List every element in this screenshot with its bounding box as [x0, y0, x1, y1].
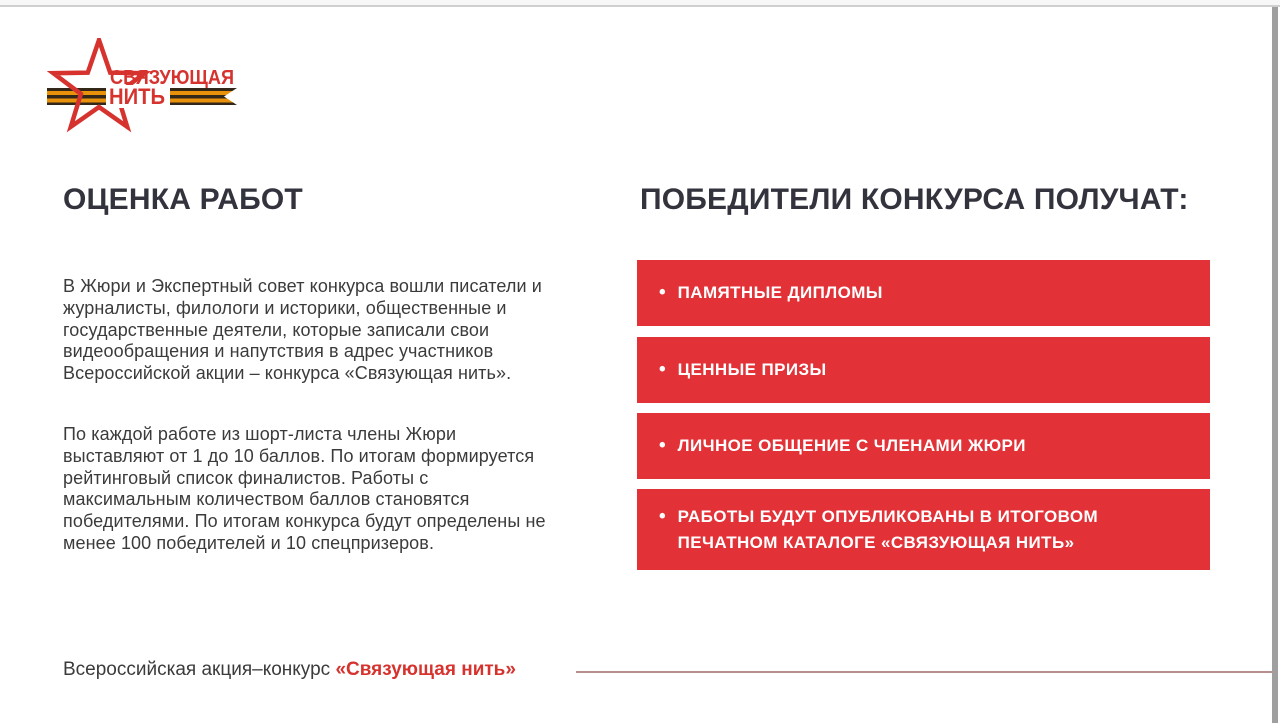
- footer-divider-line: [576, 671, 1272, 673]
- footer-caption: [63, 659, 516, 681]
- logo: [47, 38, 237, 143]
- prize-banner-label: ЛИЧНОЕ ОБЩЕНИЕ С ЧЛЕНАМИ ЖЮРИ: [677, 436, 1026, 455]
- scrollbar[interactable]: [1272, 7, 1278, 723]
- prize-banner-jury-communication: [637, 413, 1210, 479]
- left-heading: ОЦЕНКА РАБОТ: [63, 183, 303, 216]
- logo-graphic: [47, 38, 237, 143]
- logo-title-line1: СВЯЗУЮЩАЯ: [110, 67, 234, 89]
- right-heading: ПОБЕДИТЕЛИ КОНКУРСА ПОЛУЧАТ:: [640, 183, 1189, 216]
- footer-text: Всероссийская акция–конкурс: [63, 659, 336, 680]
- prize-banner-prizes: [637, 337, 1210, 403]
- bullet-icon: •: [659, 282, 666, 303]
- jury-paragraph: В Жюри и Экспертный совет конкурса вошли писатели и журналисты, филологи и историки, общественные и государственные деятели, которые записали свои видеообращения и напутствия в адрес участников Всероссийской акции – конкурса «Связующая нить».: [63, 276, 542, 384]
- scoring-paragraph: По каждой работе из шорт-листа члены Жюри выставляют от 1 до 10 баллов. По итогам формируется рейтинговый список финалистов. Работы с максимальным количеством баллов становятся победителями. По итогам конкурса будут определены не менее 100 победителей и 10 спецпризеров.: [63, 424, 546, 553]
- prize-banner-catalog: [637, 489, 1210, 570]
- viewer-top-border: [0, 5, 1280, 7]
- prize-banner-label: ПАМЯТНЫЕ ДИПЛОМЫ: [677, 283, 883, 302]
- bullet-icon: •: [659, 505, 666, 527]
- prize-banner-label: РАБОТЫ БУДУТ ОПУБЛИКОВАНЫ В ИТОГОВОМ ПЕЧАТНОМ КАТАЛОГЕ «СВЯЗУЮЩАЯ НИТЬ»: [677, 506, 1099, 552]
- footer-contest-name: «Связующая нить»: [335, 659, 516, 680]
- logo-title-line2: НИТЬ: [109, 84, 166, 109]
- bullet-icon: •: [659, 359, 666, 380]
- bullet-icon: •: [659, 435, 666, 456]
- prize-banner-diplomas: [637, 260, 1210, 326]
- prize-banner-label: ЦЕННЫЕ ПРИЗЫ: [677, 360, 827, 379]
